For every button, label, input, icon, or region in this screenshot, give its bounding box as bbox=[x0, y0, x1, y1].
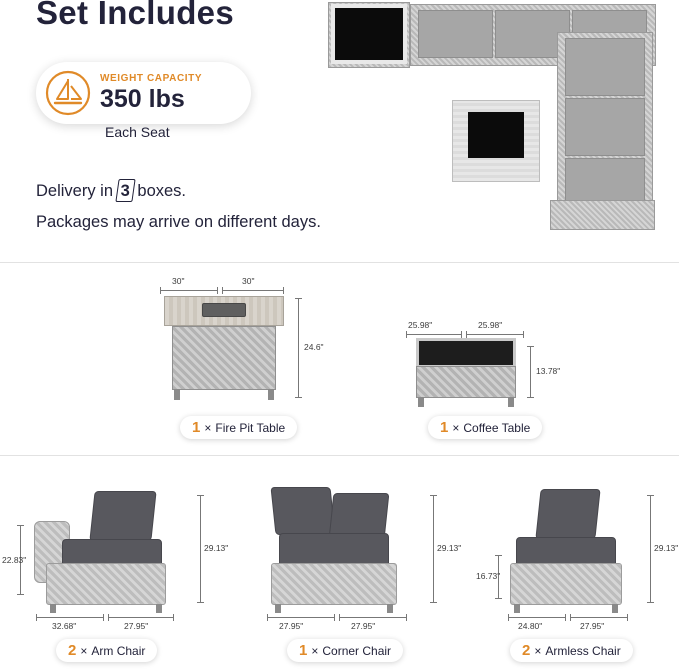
delivery-suffix: boxes. bbox=[137, 182, 187, 200]
caption-qty: 1 bbox=[299, 642, 308, 659]
dim-line bbox=[108, 617, 174, 618]
dim-line bbox=[406, 334, 462, 335]
diagram-seat bbox=[565, 38, 645, 96]
chair-foot bbox=[156, 604, 162, 613]
firepit-leg bbox=[268, 389, 274, 400]
dim-label: 29.13" bbox=[437, 543, 462, 553]
dim-label: 29.13" bbox=[654, 543, 679, 553]
firepit-body bbox=[172, 326, 276, 390]
set-includes-header-section bbox=[0, 0, 679, 262]
dim-line bbox=[160, 290, 218, 291]
dim-line bbox=[650, 495, 651, 603]
chair-wicker-base bbox=[271, 563, 397, 605]
armless-chair-illustration bbox=[508, 477, 653, 622]
dim-label: 27.95" bbox=[279, 621, 304, 631]
caption-qty: 1 bbox=[192, 419, 201, 436]
dim-label: 25.98" bbox=[408, 320, 433, 330]
caption-fire-pit-table bbox=[180, 416, 297, 439]
firepit-burner bbox=[202, 303, 246, 317]
dim-line bbox=[433, 495, 434, 603]
coffee-table-leg bbox=[418, 397, 424, 407]
coffee-table-leg bbox=[508, 397, 514, 407]
dim-label: 27.95" bbox=[580, 621, 605, 631]
delivery-box-count: 3 bbox=[118, 182, 133, 201]
weight-capacity-badge bbox=[36, 62, 251, 124]
caption-name: Fire Pit Table bbox=[215, 420, 286, 435]
dim-line bbox=[530, 346, 531, 398]
diagram-bottom-wicker bbox=[550, 200, 655, 230]
chair-wicker-base bbox=[46, 563, 166, 605]
product-fire-pit-table bbox=[150, 276, 350, 451]
delivery-line-2: Packages may arrive on different days. bbox=[36, 213, 321, 231]
caption-separator: × bbox=[534, 643, 542, 658]
delivery-line-1 bbox=[36, 182, 186, 201]
tables-row bbox=[0, 262, 679, 455]
chair-wicker-base bbox=[510, 563, 622, 605]
dim-line bbox=[339, 617, 407, 618]
caption-arm-chair bbox=[56, 639, 157, 662]
coffee-table-body bbox=[416, 366, 516, 398]
dim-label: 16.73" bbox=[476, 571, 501, 581]
caption-armless-chair bbox=[510, 639, 633, 662]
dim-line bbox=[222, 290, 284, 291]
caption-name: Armless Chair bbox=[545, 643, 621, 658]
caption-separator: × bbox=[204, 420, 212, 435]
chair-foot bbox=[387, 604, 393, 613]
chair-foot bbox=[275, 604, 281, 613]
delivery-prefix: Delivery in bbox=[36, 182, 114, 200]
chair-back-cushion-left bbox=[270, 487, 335, 535]
caption-separator: × bbox=[311, 643, 319, 658]
diagram-firepit-top bbox=[331, 4, 407, 64]
caption-name: Coffee Table bbox=[463, 420, 531, 435]
dim-label: 24.80" bbox=[518, 621, 543, 631]
page-title: Set Includes bbox=[36, 0, 234, 31]
caption-corner-chair bbox=[287, 639, 403, 662]
dim-line bbox=[36, 617, 104, 618]
dim-line bbox=[298, 298, 299, 398]
dim-label: 27.95" bbox=[124, 621, 149, 631]
dim-label: 25.98" bbox=[478, 320, 503, 330]
caption-separator: × bbox=[80, 643, 88, 658]
caption-qty: 2 bbox=[522, 642, 531, 659]
caption-separator: × bbox=[452, 420, 460, 435]
caption-name: Corner Chair bbox=[322, 643, 392, 658]
firepit-leg bbox=[174, 389, 180, 400]
caption-coffee-table bbox=[428, 416, 542, 439]
diagram-seat bbox=[418, 10, 493, 58]
arm-chair-illustration bbox=[32, 477, 182, 622]
weight-capacity-icon bbox=[44, 69, 92, 117]
product-arm-chair bbox=[2, 467, 233, 667]
dim-label: 30" bbox=[172, 276, 185, 286]
dim-label: 30" bbox=[242, 276, 255, 286]
weight-capacity-label: WEIGHT CAPACITY bbox=[100, 73, 203, 85]
chair-seat-cushion bbox=[279, 533, 389, 567]
coffee-table-glass-top bbox=[416, 338, 516, 368]
caption-name: Arm Chair bbox=[91, 643, 146, 658]
product-corner-chair bbox=[245, 467, 460, 667]
weight-capacity-sublabel: Each Seat bbox=[105, 124, 170, 140]
dim-label: 29.13" bbox=[204, 543, 229, 553]
dim-line bbox=[466, 334, 524, 335]
weight-capacity-text bbox=[100, 74, 202, 112]
dim-line bbox=[267, 617, 335, 618]
dim-line bbox=[200, 495, 201, 603]
diagram-coffee-table-glass bbox=[468, 112, 524, 158]
product-armless-chair bbox=[476, 467, 679, 667]
corner-chair-illustration bbox=[265, 477, 420, 622]
chair-foot bbox=[50, 604, 56, 613]
chair-foot bbox=[514, 604, 520, 613]
caption-qty: 1 bbox=[440, 419, 449, 436]
dim-label: 27.95" bbox=[351, 621, 376, 631]
product-coffee-table bbox=[400, 276, 600, 451]
dim-label: 22.83" bbox=[2, 555, 27, 565]
sectional-layout-diagram bbox=[325, 0, 655, 240]
dim-label: 32.68" bbox=[52, 621, 77, 631]
dim-label: 13.78" bbox=[536, 366, 561, 376]
chair-back-cushion bbox=[535, 489, 600, 539]
dim-line bbox=[570, 617, 628, 618]
chair-foot bbox=[612, 604, 618, 613]
dim-line bbox=[508, 617, 566, 618]
chairs-row bbox=[0, 455, 679, 671]
weight-capacity-value: 350 lbs bbox=[100, 84, 185, 113]
caption-qty: 2 bbox=[68, 642, 77, 659]
dim-label: 24.6" bbox=[304, 342, 324, 352]
chair-back-cushion bbox=[89, 491, 156, 541]
diagram-seat bbox=[565, 98, 645, 156]
